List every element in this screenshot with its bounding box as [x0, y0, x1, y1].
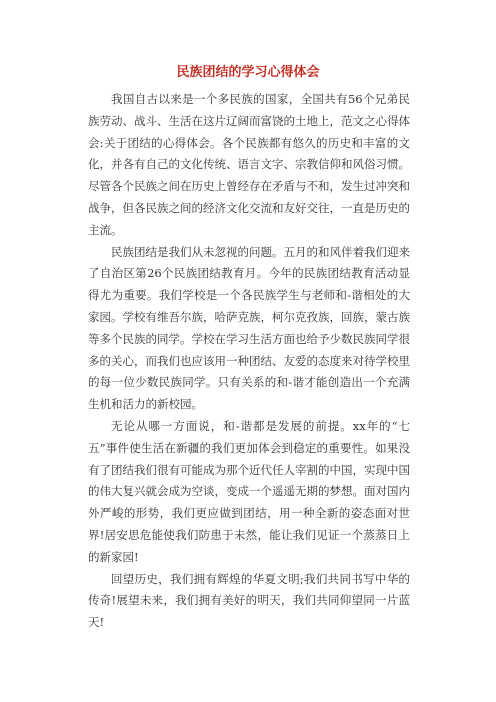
document-body — [88, 89, 410, 634]
paragraph-1: 我国自古以来是一个多民族的国家，全国共有56个兄弟民族劳动、战斗、生活在这片辽阔而富饶的土地上，范文之心得体会:关于团结的心得体会。各个民族都有悠久的历史和丰富的文化，并各有自己的文化传统、语言文字、宗教信仰和风俗习惯。尽管各个民族之间在历史上曾经存在矛盾与不和，发生过冲突和战争，但各民族之间的经济文化交流和友好交往，一直是历史的主流。 — [88, 92, 410, 237]
paragraph-3: 无论从哪一方面说，和-谐都是发展的前提。xx年的“七五”事件使生活在新疆的我们更加体会到稳定的重要性。如果没有了团结我们很有可能成为那个近代任人宰割的中国，实现中国的伟大复兴就会成为空谈，变成一个遥遥无期的梦想。面对国内外严峻的形势，我们更应做到团结，用一种全新的姿态面对世界!居安思危能使我们防患于未然，能让我们见证一个蒸蒸日上的新家园! — [88, 418, 410, 564]
paragraph-4: 回望历史，我们拥有辉煌的华夏文明;我们共同书写中华的传奇!展望未来，我们拥有美好的明天，我们共同仰望同一片蓝天! — [88, 571, 410, 630]
document-title: 民族团结的学习心得体会 — [176, 65, 320, 80]
paragraph-2: 民族团结是我们从未忽视的问题。五月的和风伴着我们迎来了自治区第26个民族团结教育月。今年的民族团结教育活动显得尤为重要。我们学校是一个各民族学生与老师和-谐相处的大家园。学校有维吾尔族，哈萨克族，柯尔克孜族，回族，蒙古族等多个民族的同学。学校在学习生活方面也给予少数民族同学很多的关心，而我们也应该用一种团结、友爱的态度来对待学校里的每一位少数民族同学。只有关系的和-谐才能创造出一个充满生机和活力的新校园。 — [88, 244, 410, 412]
